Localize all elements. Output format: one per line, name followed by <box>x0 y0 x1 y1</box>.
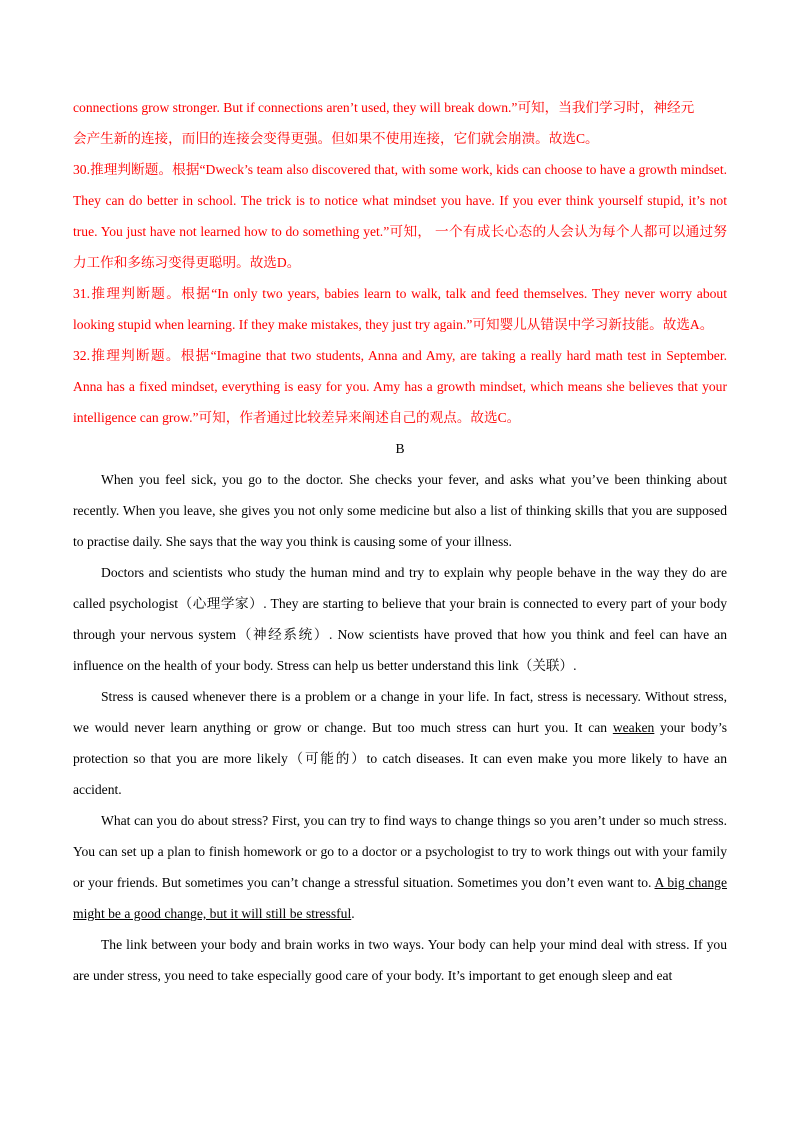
answer-explanation-28-continued <box>73 92 727 154</box>
underlined-sentence: A big change might be a good change, but it will still be stressful <box>73 875 728 921</box>
section-heading: B <box>395 441 405 456</box>
answer-explanation-32: 32.推理判断题。根据“Imagine that two students, Anna and Amy, are taking a really hard math test in September. Anna has a fixed mindset, everything is easy for you. Amy has a growth mindset, which means she believes that your intelligence can grow.”可知，作者通过比较差异来阐述自己的观点。故选C。 <box>73 348 727 425</box>
passage-paragraph-2: Doctors and scientists who study the human mind and try to explain why people behave in the way they do are called psychologist（心理学家）. They are starting to believe that your brain is connected to every part of your body through your nervous system（神经系统）. Now scientists have proved that how you think and feel can have an influence on the health of your body. Stress can help us better understand this link（关联）. <box>73 565 727 673</box>
answer-line: 会产生新的连接，而旧的连接会变得更强。但如果不使用连接，它们就会崩溃。故选C。 <box>73 131 599 146</box>
passage-paragraph-1: When you feel sick, you go to the doctor. She checks your fever, and asks what you’ve been thinking about recently. When you leave, she gives you not only some medicine but also a list of thinking skills that you are supposed to practise daily. She says that the way you think is causing some of your illness. <box>73 472 727 549</box>
paragraph-text: What can you do about stress? First, you can try to find ways to change things so you aren’t under so much stress. You can set up a plan to finish homework or go to a doctor or a psychologist to try to work things out with your family or your friends. But sometimes you can’t change a stressful situation. Sometimes you don’t even want to. <box>73 813 727 890</box>
passage-paragraph-5: The link between your body and brain works in two ways. Your body can help your mind deal with stress. If you are under stress, you need to take especially good care of your body. It’s important to get enough sleep and eat <box>73 937 727 983</box>
answer-line: connections grow stronger. But if connections aren’t used, they will break down.”可知，当我们学习时，神经元 <box>73 100 695 115</box>
paragraph-text: Stress is caused whenever there is a problem or a change in your life. In fact, stress is necessary. Without stress, we would never learn anything or grow or change. But too much stress can hurt you. It can <box>73 689 727 735</box>
underlined-word: weaken <box>612 720 655 735</box>
answer-explanation-30: 30.推理判断题。根据“Dweck’s team also discovered that, with some work, kids can choose to have a growth mindset. They can do better in school. The trick is to notice what mindset you have. If you ever think yourself stupid, it’s not true. You just have not learned how to do something yet.”可知， 一个有成长心态的人会认为每个人都可以通过努力工作和多练习变得更聪明。故选D。 <box>73 162 727 270</box>
passage-paragraph-4 <box>73 805 727 929</box>
answer-explanation-31: 31.推理判断题。根据“In only two years, babies learn to walk, talk and feed themselves. They never worry about looking stupid when learning. If they make mistakes, they just try again.”可知婴儿从错误中学习新技能。故选A。 <box>73 286 727 332</box>
passage-paragraph-3 <box>73 681 727 805</box>
paragraph-text: . <box>351 906 355 921</box>
paragraph-text: your body’s protection so that you are more likely（可能的）to catch diseases. It can even make you more likely to have an accident. <box>73 720 728 797</box>
document-page <box>73 92 727 991</box>
